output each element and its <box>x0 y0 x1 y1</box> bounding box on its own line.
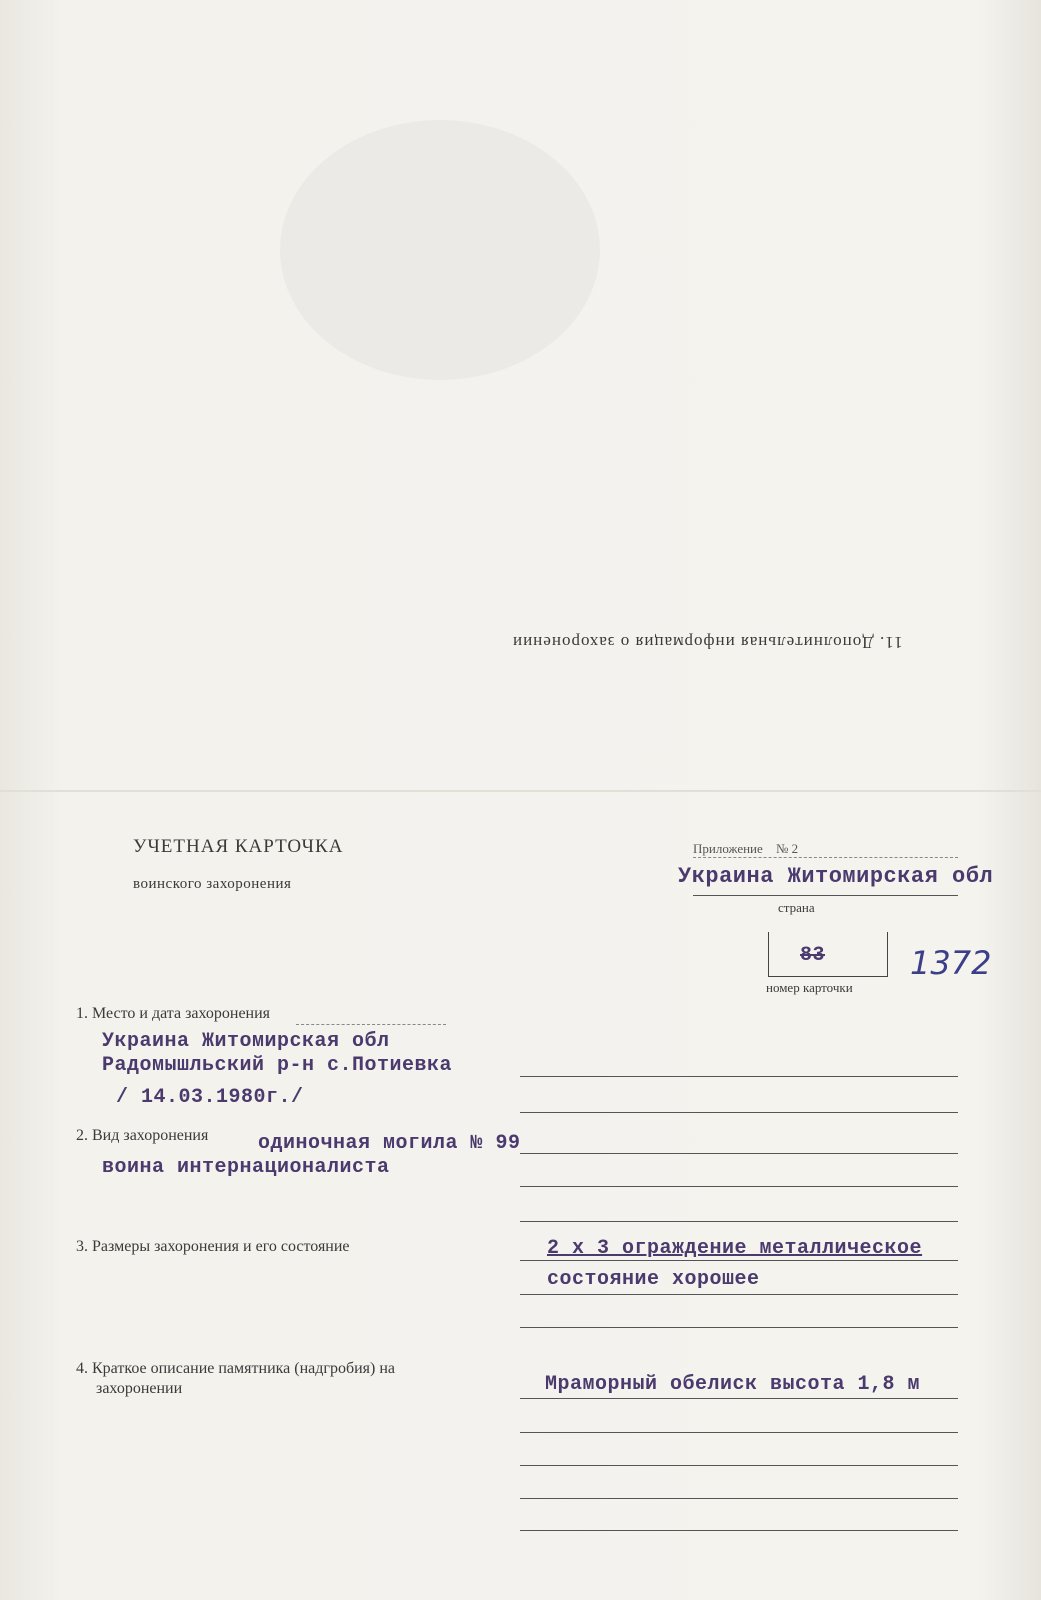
item4-value-line1: Мраморный обелиск высота 1,8 м <box>545 1373 921 1396</box>
back-section-11-heading: 11. Дополнительная информация о захоронении <box>512 633 903 652</box>
appendix-number: № 2 <box>776 841 799 856</box>
item1-label-line <box>296 1024 446 1025</box>
item4-label-line2: захоронении <box>96 1380 183 1397</box>
item4-rule-c <box>520 1465 958 1466</box>
card-number-caption: номер карточки <box>766 980 853 995</box>
item3-rule-c <box>520 1327 958 1328</box>
item3-rule-b <box>520 1294 958 1295</box>
item1-label: 1. Место и дата захоронения <box>76 1005 271 1022</box>
item2-value-line2: воина интернационалиста <box>102 1156 390 1179</box>
item3-value-line2: состояние хорошее <box>547 1268 760 1291</box>
item4-label-line1: 4. Краткое описание памятника (надгробия) на <box>76 1360 396 1377</box>
paper-stain <box>280 120 600 380</box>
item2-rule-c <box>520 1221 958 1222</box>
appendix-label: Приложение <box>693 841 763 856</box>
card-subtitle: воинского захоронения <box>133 876 292 892</box>
item4-rule-e <box>520 1530 958 1531</box>
appendix-underline <box>693 857 958 858</box>
item1-value-line1: Украина Житомирская обл <box>102 1030 390 1053</box>
item2-rule-a <box>520 1153 958 1154</box>
item3-value-line1: 2 х 3 ограждение металлическое <box>547 1237 923 1260</box>
item1-value-line2: Радомышльский р-н с.Потиевка <box>102 1054 453 1077</box>
item4-rule-b <box>520 1432 958 1433</box>
card-number-box <box>768 932 888 977</box>
card-title: УЧЕТНАЯ КАРТОЧКА <box>133 836 344 857</box>
country-underline <box>693 895 958 896</box>
item2-value-line1: одиночная могила № 99 <box>258 1132 521 1155</box>
country-caption: страна <box>778 900 815 915</box>
card-number-value: 83 <box>800 944 826 967</box>
item1-value-line3: / 14.03.1980г./ <box>116 1086 304 1109</box>
item3-rule-a <box>520 1260 958 1261</box>
handwritten-number: 1372 <box>910 944 992 982</box>
item2-label: 2. Вид захоронения <box>76 1127 209 1144</box>
item1-rule-b <box>520 1112 958 1113</box>
item3-label: 3. Размеры захоронения и его состояние <box>76 1238 350 1255</box>
item4-rule-d <box>520 1498 958 1499</box>
item2-rule-b <box>520 1186 958 1187</box>
fold-line <box>0 790 1041 792</box>
country-value: Украина Житомирская обл <box>678 864 994 889</box>
appendix-line <box>693 841 798 857</box>
item1-rule-a <box>520 1076 958 1077</box>
item4-rule-a <box>520 1398 958 1399</box>
